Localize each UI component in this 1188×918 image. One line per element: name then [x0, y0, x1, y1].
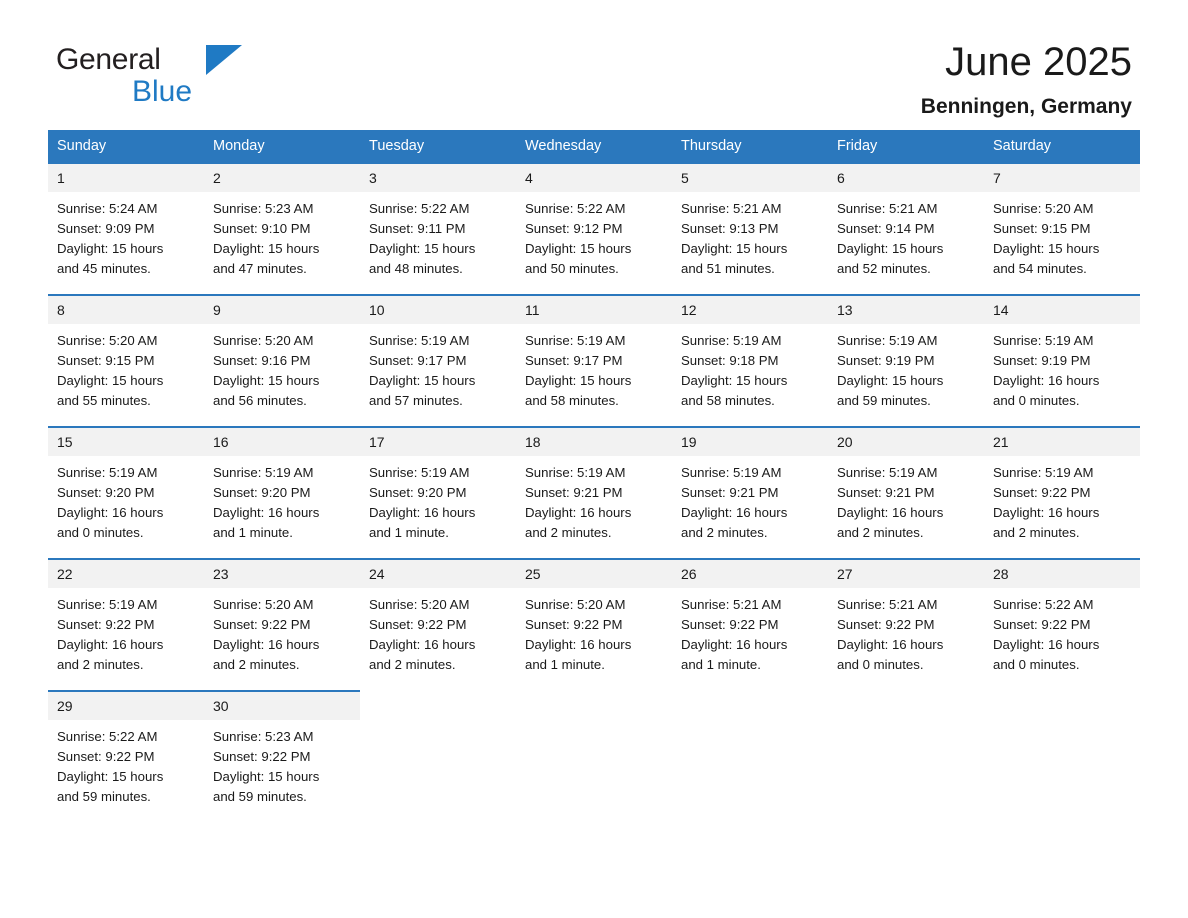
calendar-header-row: [48, 130, 1140, 162]
sunset-text: Sunset: 9:09 PM: [57, 221, 155, 236]
day-number: 29: [48, 692, 204, 720]
day-cell-inner: [984, 558, 1140, 676]
generalblue-logo[interactable]: [56, 44, 256, 116]
sunrise-text: Sunrise: 5:23 AM: [213, 729, 314, 744]
daylight-text-line1: Daylight: 16 hours: [681, 505, 788, 520]
calendar-day-cell[interactable]: [516, 162, 672, 280]
daylight-text-line2: and 1 minute.: [525, 657, 605, 672]
daylight-text-line1: Daylight: 16 hours: [525, 505, 632, 520]
day-number: 5: [672, 164, 828, 192]
sunset-text: Sunset: 9:15 PM: [57, 353, 155, 368]
day-cell-inner: [516, 294, 672, 412]
day-number: 4: [516, 164, 672, 192]
sunrise-text: Sunrise: 5:19 AM: [993, 333, 1094, 348]
week-spacer-cell: [48, 544, 1140, 558]
calendar-day-cell[interactable]: [984, 162, 1140, 280]
calendar-day-cell[interactable]: [204, 426, 360, 544]
day-number: 15: [48, 428, 204, 456]
sunrise-text: Sunrise: 5:20 AM: [369, 597, 470, 612]
day-number: 17: [360, 428, 516, 456]
calendar-day-cell[interactable]: [204, 690, 360, 808]
day-details: [204, 324, 360, 411]
day-details: [828, 456, 984, 543]
sunrise-text: Sunrise: 5:19 AM: [57, 597, 158, 612]
day-details: [516, 192, 672, 279]
sunrise-text: Sunrise: 5:23 AM: [213, 201, 314, 216]
calendar-day-cell[interactable]: [828, 558, 984, 676]
sunrise-text: Sunrise: 5:19 AM: [993, 465, 1094, 480]
calendar-day-cell[interactable]: [48, 558, 204, 676]
daylight-text-line2: and 59 minutes.: [57, 789, 151, 804]
daylight-text-line2: and 2 minutes.: [369, 657, 456, 672]
daylight-text-line1: Daylight: 15 hours: [681, 241, 788, 256]
week-spacer: [48, 412, 1140, 426]
sunset-text: Sunset: 9:11 PM: [369, 221, 466, 236]
sunrise-text: Sunrise: 5:19 AM: [57, 465, 158, 480]
day-number: 12: [672, 296, 828, 324]
sunset-text: Sunset: 9:22 PM: [213, 617, 311, 632]
calendar-day-cell-empty: [360, 690, 516, 808]
calendar-day-cell[interactable]: [360, 162, 516, 280]
sunrise-text: Sunrise: 5:22 AM: [57, 729, 158, 744]
sunrise-text: Sunrise: 5:20 AM: [993, 201, 1094, 216]
day-cell-inner: [828, 294, 984, 412]
sunrise-text: Sunrise: 5:20 AM: [213, 597, 314, 612]
calendar-week-row: [48, 162, 1140, 280]
calendar-day-cell[interactable]: [48, 426, 204, 544]
sunrise-text: Sunrise: 5:21 AM: [681, 201, 782, 216]
day-number: 21: [984, 428, 1140, 456]
daylight-text-line2: and 48 minutes.: [369, 261, 463, 276]
day-details: [672, 588, 828, 675]
day-number: 25: [516, 560, 672, 588]
day-number: 9: [204, 296, 360, 324]
daylight-text-line1: Daylight: 16 hours: [369, 637, 476, 652]
day-number: 27: [828, 560, 984, 588]
day-cell-inner: [48, 294, 204, 412]
weekday-header-tuesday: Tuesday: [360, 130, 516, 162]
calendar-body: [48, 162, 1140, 808]
calendar-day-cell[interactable]: [204, 558, 360, 676]
calendar-day-cell[interactable]: [360, 558, 516, 676]
day-cell-inner: [984, 162, 1140, 280]
sunset-text: Sunset: 9:22 PM: [993, 485, 1091, 500]
day-number: 1: [48, 164, 204, 192]
sunset-text: Sunset: 9:20 PM: [369, 485, 467, 500]
location-subtitle: Benningen, Germany: [920, 95, 1132, 118]
day-details: [360, 192, 516, 279]
daylight-text-line2: and 57 minutes.: [369, 393, 463, 408]
daylight-text-line2: and 1 minute.: [681, 657, 761, 672]
calendar-day-cell[interactable]: [984, 294, 1140, 412]
day-cell-inner-empty: [672, 690, 828, 808]
daylight-text-line2: and 54 minutes.: [993, 261, 1087, 276]
sunrise-text: Sunrise: 5:19 AM: [369, 465, 470, 480]
day-cell-inner: [48, 426, 204, 544]
day-details: [48, 456, 204, 543]
day-details: [48, 588, 204, 675]
sunset-text: Sunset: 9:17 PM: [369, 353, 467, 368]
daylight-text-line2: and 58 minutes.: [525, 393, 619, 408]
daylight-text-line1: Daylight: 16 hours: [681, 637, 788, 652]
daylight-text-line2: and 1 minute.: [369, 525, 449, 540]
sunset-text: Sunset: 9:15 PM: [993, 221, 1091, 236]
daylight-text-line1: Daylight: 15 hours: [213, 241, 320, 256]
daylight-text-line1: Daylight: 16 hours: [993, 373, 1100, 388]
day-number: 13: [828, 296, 984, 324]
daylight-text-line1: Daylight: 15 hours: [213, 373, 320, 388]
daylight-text-line1: Daylight: 15 hours: [525, 241, 632, 256]
daylight-text-line2: and 1 minute.: [213, 525, 293, 540]
sunset-text: Sunset: 9:21 PM: [525, 485, 623, 500]
sunrise-text: Sunrise: 5:19 AM: [525, 333, 626, 348]
day-number: 6: [828, 164, 984, 192]
calendar-day-cell[interactable]: [204, 294, 360, 412]
calendar-day-cell[interactable]: [828, 294, 984, 412]
day-number: 19: [672, 428, 828, 456]
sunset-text: Sunset: 9:22 PM: [213, 749, 311, 764]
calendar-day-cell[interactable]: [672, 294, 828, 412]
day-number: 23: [204, 560, 360, 588]
day-details: [984, 324, 1140, 411]
day-cell-inner: [516, 162, 672, 280]
daylight-text-line1: Daylight: 16 hours: [525, 637, 632, 652]
daylight-text-line1: Daylight: 15 hours: [993, 241, 1100, 256]
day-cell-inner: [204, 690, 360, 808]
day-cell-inner: [984, 294, 1140, 412]
daylight-text-line1: Daylight: 15 hours: [369, 241, 476, 256]
sunset-text: Sunset: 9:20 PM: [213, 485, 311, 500]
daylight-text-line1: Daylight: 15 hours: [57, 241, 164, 256]
sunset-text: Sunset: 9:18 PM: [681, 353, 779, 368]
sunset-text: Sunset: 9:22 PM: [837, 617, 935, 632]
daylight-text-line2: and 56 minutes.: [213, 393, 307, 408]
day-number: 8: [48, 296, 204, 324]
calendar-day-cell[interactable]: [360, 426, 516, 544]
day-details: [360, 456, 516, 543]
calendar-week-row: [48, 690, 1140, 808]
daylight-text-line1: Daylight: 16 hours: [57, 505, 164, 520]
daylight-text-line2: and 45 minutes.: [57, 261, 151, 276]
day-details: [360, 588, 516, 675]
weekday-header-sunday: Sunday: [48, 130, 204, 162]
day-number: 22: [48, 560, 204, 588]
daylight-text-line1: Daylight: 16 hours: [369, 505, 476, 520]
day-details: [672, 192, 828, 279]
day-cell-inner-empty: [516, 690, 672, 808]
daylight-text-line1: Daylight: 15 hours: [213, 769, 320, 784]
week-spacer: [48, 676, 1140, 690]
daylight-text-line2: and 0 minutes.: [837, 657, 924, 672]
sunrise-text: Sunrise: 5:22 AM: [525, 201, 626, 216]
day-details: [984, 192, 1140, 279]
day-cell-inner: [48, 558, 204, 676]
day-number: 28: [984, 560, 1140, 588]
daylight-text-line2: and 2 minutes.: [57, 657, 144, 672]
daylight-text-line2: and 2 minutes.: [993, 525, 1080, 540]
sunset-text: Sunset: 9:22 PM: [369, 617, 467, 632]
weekday-header-saturday: Saturday: [984, 130, 1140, 162]
calendar-day-cell[interactable]: [360, 294, 516, 412]
calendar-day-cell[interactable]: [828, 162, 984, 280]
day-number: 3: [360, 164, 516, 192]
day-details: [204, 720, 360, 807]
sunrise-text: Sunrise: 5:19 AM: [681, 333, 782, 348]
sunrise-text: Sunrise: 5:24 AM: [57, 201, 158, 216]
daylight-text-line2: and 2 minutes.: [837, 525, 924, 540]
calendar-day-cell-empty: [828, 690, 984, 808]
calendar-day-cell[interactable]: [672, 426, 828, 544]
sunrise-text: Sunrise: 5:22 AM: [369, 201, 470, 216]
daylight-text-line2: and 59 minutes.: [837, 393, 931, 408]
daylight-text-line1: Daylight: 15 hours: [837, 241, 944, 256]
sunset-text: Sunset: 9:22 PM: [57, 749, 155, 764]
daylight-text-line2: and 2 minutes.: [213, 657, 300, 672]
weekday-header-friday: Friday: [828, 130, 984, 162]
weekday-header-wednesday: Wednesday: [516, 130, 672, 162]
calendar-day-cell-empty: [672, 690, 828, 808]
daylight-text-line1: Daylight: 15 hours: [57, 769, 164, 784]
sunset-text: Sunset: 9:13 PM: [681, 221, 779, 236]
daylight-text-line1: Daylight: 16 hours: [213, 505, 320, 520]
daylight-text-line2: and 0 minutes.: [993, 657, 1080, 672]
calendar-day-cell[interactable]: [984, 558, 1140, 676]
day-cell-inner: [48, 690, 204, 808]
daylight-text-line1: Daylight: 16 hours: [993, 505, 1100, 520]
day-details: [516, 456, 672, 543]
week-spacer: [48, 544, 1140, 558]
calendar-day-cell[interactable]: [984, 426, 1140, 544]
daylight-text-line1: Daylight: 16 hours: [213, 637, 320, 652]
sunrise-text: Sunrise: 5:19 AM: [837, 333, 938, 348]
daylight-text-line2: and 0 minutes.: [57, 525, 144, 540]
day-details: [828, 192, 984, 279]
calendar-day-cell[interactable]: [204, 162, 360, 280]
day-details: [984, 588, 1140, 675]
daylight-text-line2: and 2 minutes.: [525, 525, 612, 540]
sunrise-text: Sunrise: 5:20 AM: [525, 597, 626, 612]
day-cell-inner: [48, 162, 204, 280]
sunrise-text: Sunrise: 5:19 AM: [525, 465, 626, 480]
day-cell-inner-empty: [360, 690, 516, 808]
calendar-day-cell[interactable]: [48, 294, 204, 412]
calendar-day-cell-empty: [516, 690, 672, 808]
week-spacer: [48, 280, 1140, 294]
calendar-day-cell[interactable]: [48, 162, 204, 280]
weekday-header-monday: Monday: [204, 130, 360, 162]
day-cell-inner: [516, 426, 672, 544]
sunset-text: Sunset: 9:22 PM: [57, 617, 155, 632]
day-cell-inner-empty: [984, 690, 1140, 808]
logo-triangle-icon: [206, 45, 242, 75]
sunrise-text: Sunrise: 5:19 AM: [369, 333, 470, 348]
day-cell-inner: [204, 426, 360, 544]
sunrise-text: Sunrise: 5:20 AM: [57, 333, 158, 348]
sunset-text: Sunset: 9:22 PM: [681, 617, 779, 632]
calendar-day-cell[interactable]: [516, 426, 672, 544]
day-cell-inner: [204, 162, 360, 280]
sunset-text: Sunset: 9:22 PM: [993, 617, 1091, 632]
calendar-table: [48, 130, 1140, 808]
day-number: 7: [984, 164, 1140, 192]
sunrise-text: Sunrise: 5:21 AM: [681, 597, 782, 612]
day-cell-inner: [828, 162, 984, 280]
day-number: 24: [360, 560, 516, 588]
day-number: 2: [204, 164, 360, 192]
sunset-text: Sunset: 9:17 PM: [525, 353, 623, 368]
day-details: [48, 720, 204, 807]
calendar-day-cell[interactable]: [672, 558, 828, 676]
week-spacer-cell: [48, 676, 1140, 690]
daylight-text-line2: and 50 minutes.: [525, 261, 619, 276]
day-details: [672, 324, 828, 411]
day-cell-inner: [828, 558, 984, 676]
week-spacer-cell: [48, 412, 1140, 426]
sunrise-text: Sunrise: 5:21 AM: [837, 201, 938, 216]
day-cell-inner: [672, 426, 828, 544]
page-title: June 2025: [945, 40, 1132, 84]
day-cell-inner: [360, 162, 516, 280]
sunset-text: Sunset: 9:14 PM: [837, 221, 935, 236]
day-cell-inner: [360, 426, 516, 544]
day-cell-inner: [828, 426, 984, 544]
weekday-header-thursday: Thursday: [672, 130, 828, 162]
day-number: 10: [360, 296, 516, 324]
sunset-text: Sunset: 9:21 PM: [837, 485, 935, 500]
logo-text-general: General: [56, 43, 161, 76]
day-details: [204, 588, 360, 675]
calendar-week-row: [48, 558, 1140, 676]
calendar-day-cell[interactable]: [516, 558, 672, 676]
daylight-text-line1: Daylight: 15 hours: [57, 373, 164, 388]
calendar-day-cell-empty: [984, 690, 1140, 808]
day-cell-inner: [672, 558, 828, 676]
daylight-text-line1: Daylight: 15 hours: [837, 373, 944, 388]
day-details: [204, 456, 360, 543]
sunrise-text: Sunrise: 5:19 AM: [681, 465, 782, 480]
sunset-text: Sunset: 9:21 PM: [681, 485, 779, 500]
daylight-text-line1: Daylight: 16 hours: [993, 637, 1100, 652]
daylight-text-line2: and 2 minutes.: [681, 525, 768, 540]
sunset-text: Sunset: 9:16 PM: [213, 353, 311, 368]
sunset-text: Sunset: 9:22 PM: [525, 617, 623, 632]
sunrise-text: Sunrise: 5:19 AM: [213, 465, 314, 480]
day-details: [828, 324, 984, 411]
day-number: 14: [984, 296, 1140, 324]
day-details: [48, 324, 204, 411]
sunset-text: Sunset: 9:19 PM: [993, 353, 1091, 368]
day-details: [516, 324, 672, 411]
day-details: [516, 588, 672, 675]
daylight-text-line2: and 58 minutes.: [681, 393, 775, 408]
daylight-text-line2: and 0 minutes.: [993, 393, 1080, 408]
day-number: 26: [672, 560, 828, 588]
day-number: 16: [204, 428, 360, 456]
sunrise-text: Sunrise: 5:20 AM: [213, 333, 314, 348]
sunset-text: Sunset: 9:12 PM: [525, 221, 623, 236]
daylight-text-line2: and 59 minutes.: [213, 789, 307, 804]
sunset-text: Sunset: 9:19 PM: [837, 353, 935, 368]
day-cell-inner: [984, 426, 1140, 544]
page-header: [48, 0, 1140, 120]
day-cell-inner: [516, 558, 672, 676]
sunrise-text: Sunrise: 5:22 AM: [993, 597, 1094, 612]
day-number: 18: [516, 428, 672, 456]
day-details: [984, 456, 1140, 543]
calendar-day-cell[interactable]: [516, 294, 672, 412]
day-cell-inner: [672, 294, 828, 412]
daylight-text-line2: and 52 minutes.: [837, 261, 931, 276]
sunset-text: Sunset: 9:10 PM: [213, 221, 311, 236]
daylight-text-line1: Daylight: 16 hours: [57, 637, 164, 652]
day-cell-inner: [672, 162, 828, 280]
day-details: [48, 192, 204, 279]
week-spacer-cell: [48, 280, 1140, 294]
day-number: 30: [204, 692, 360, 720]
day-cell-inner: [204, 558, 360, 676]
day-cell-inner-empty: [828, 690, 984, 808]
calendar-day-cell[interactable]: [828, 426, 984, 544]
daylight-text-line2: and 55 minutes.: [57, 393, 151, 408]
day-details: [360, 324, 516, 411]
daylight-text-line1: Daylight: 15 hours: [525, 373, 632, 388]
sunset-text: Sunset: 9:20 PM: [57, 485, 155, 500]
day-cell-inner: [204, 294, 360, 412]
daylight-text-line1: Daylight: 15 hours: [681, 373, 788, 388]
calendar-week-row: [48, 426, 1140, 544]
day-cell-inner: [360, 558, 516, 676]
daylight-text-line1: Daylight: 15 hours: [369, 373, 476, 388]
sunrise-text: Sunrise: 5:19 AM: [837, 465, 938, 480]
daylight-text-line1: Daylight: 16 hours: [837, 637, 944, 652]
calendar-day-cell[interactable]: [48, 690, 204, 808]
logo-text-blue: Blue: [132, 75, 193, 108]
day-details: [672, 456, 828, 543]
day-cell-inner: [360, 294, 516, 412]
daylight-text-line2: and 51 minutes.: [681, 261, 775, 276]
calendar-day-cell[interactable]: [672, 162, 828, 280]
daylight-text-line1: Daylight: 16 hours: [837, 505, 944, 520]
day-number: 11: [516, 296, 672, 324]
day-number: 20: [828, 428, 984, 456]
title-block: [921, 38, 1132, 120]
calendar-week-row: [48, 294, 1140, 412]
day-details: [204, 192, 360, 279]
sunrise-text: Sunrise: 5:21 AM: [837, 597, 938, 612]
daylight-text-line2: and 47 minutes.: [213, 261, 307, 276]
day-details: [828, 588, 984, 675]
